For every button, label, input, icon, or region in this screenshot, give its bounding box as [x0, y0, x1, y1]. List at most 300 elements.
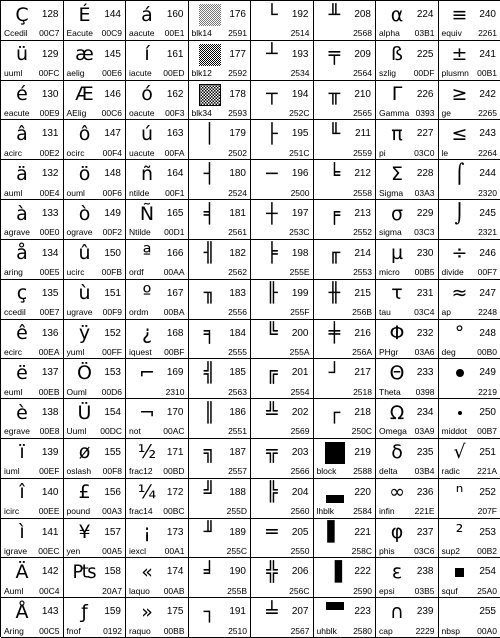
char-unicode-hex: 2551	[228, 427, 247, 436]
char-glyph: ò	[68, 201, 102, 227]
char-entity-name: radic	[442, 467, 460, 476]
char-code: 204	[292, 488, 309, 498]
char-cell-230	[376, 240, 439, 280]
char-entity-name: deg	[442, 348, 456, 357]
char-cell-200	[251, 320, 314, 360]
char-entity-name: oslash	[67, 467, 92, 476]
char-unicode-hex: 250C	[352, 427, 372, 436]
char-code: 241	[479, 50, 496, 60]
char-code: 132	[42, 169, 59, 179]
char-unicode-hex: 2561	[228, 228, 247, 237]
char-glyph: Ç	[5, 2, 39, 28]
char-entity-name: uuml	[4, 69, 22, 78]
char-cell-250	[439, 399, 500, 439]
char-cell-216	[314, 320, 377, 360]
char-unicode-hex: 2557	[228, 467, 247, 476]
char-cell-155	[64, 439, 127, 479]
char-cell-134	[1, 240, 64, 280]
char-cell-187	[189, 439, 252, 479]
char-unicode-hex: 2558	[353, 189, 372, 198]
char-glyph	[193, 42, 227, 68]
char-unicode-hex: 00E9	[40, 109, 60, 118]
char-entity-name: uacute	[129, 149, 155, 158]
char-code: 254	[479, 567, 496, 577]
char-cell-228	[376, 160, 439, 200]
char-cell-196	[251, 160, 314, 200]
char-cell-168	[126, 320, 189, 360]
char-cell-212	[314, 160, 377, 200]
char-glyph: ╦	[255, 440, 289, 466]
char-cell-222	[314, 558, 377, 598]
char-unicode-hex: 00E1	[165, 29, 185, 38]
char-cell-133	[1, 200, 64, 240]
char-unicode-hex: 2261	[478, 29, 497, 38]
char-glyph: ╝	[193, 480, 227, 506]
char-entity-name: AElig	[67, 109, 87, 118]
char-unicode-hex: 00FB	[102, 268, 122, 277]
char-code: 203	[292, 448, 309, 458]
char-cell-197	[251, 200, 314, 240]
shade-block-icon	[199, 4, 221, 26]
char-code: 218	[354, 408, 371, 418]
char-code: 157	[104, 528, 121, 538]
char-entity-name: eacute	[4, 109, 30, 118]
char-unicode-hex: 00EC	[38, 547, 59, 556]
char-entity-name: blk34	[192, 109, 212, 118]
char-glyph	[318, 480, 352, 506]
char-glyph: ƒ	[68, 599, 102, 625]
char-unicode-hex: 2588	[353, 467, 372, 476]
char-glyph: ╘	[318, 161, 352, 187]
char-code: 208	[354, 10, 371, 20]
char-unicode-hex: 20A7	[102, 587, 122, 596]
char-glyph: ╩	[255, 400, 289, 426]
char-glyph: Σ	[380, 161, 414, 187]
char-unicode-hex: 2321	[478, 228, 497, 237]
char-unicode-hex: 00FF	[102, 348, 122, 357]
char-glyph: ç	[5, 281, 39, 307]
char-unicode-hex: 03A6	[415, 348, 435, 357]
char-entity-name: ecirc	[4, 348, 22, 357]
char-unicode-hex: 255D	[227, 507, 247, 516]
char-entity-name: Auml	[4, 587, 23, 596]
char-entity-name: icirc	[4, 507, 19, 516]
char-unicode-hex: 00F1	[165, 189, 184, 198]
char-code: 235	[417, 448, 434, 458]
char-code: 176	[229, 10, 246, 20]
char-glyph: ∞	[380, 480, 414, 506]
char-unicode-hex: 00E8	[40, 427, 60, 436]
char-entity-name: iquest	[129, 348, 152, 357]
char-code: 253	[479, 528, 496, 538]
char-unicode-hex: 00F8	[103, 467, 122, 476]
char-unicode-hex: 00A3	[102, 507, 122, 516]
char-glyph: ╧	[255, 599, 289, 625]
char-code: 160	[167, 10, 184, 20]
char-cell-130	[1, 81, 64, 121]
char-unicode-hex: 03B5	[415, 587, 435, 596]
char-unicode-hex: 00B2	[477, 547, 497, 556]
char-code: 149	[104, 209, 121, 219]
char-glyph: ╬	[255, 559, 289, 585]
char-cell-147	[64, 120, 127, 160]
char-code: 139	[42, 448, 59, 458]
char-code: 150	[104, 249, 121, 259]
char-glyph: ¼	[130, 480, 164, 506]
char-cell-173	[126, 519, 189, 559]
char-glyph: °	[443, 321, 477, 347]
char-glyph	[193, 82, 227, 108]
char-code: 187	[229, 448, 246, 458]
char-glyph: ù	[68, 281, 102, 307]
char-glyph: ╢	[193, 241, 227, 267]
char-code: 142	[42, 567, 59, 577]
char-code: 130	[42, 90, 59, 100]
char-unicode-hex: 256C	[289, 587, 309, 596]
char-code: 181	[229, 209, 246, 219]
black-square-icon	[455, 568, 464, 577]
char-entity-name: Theta	[379, 388, 401, 397]
char-glyph: ╪	[318, 321, 352, 347]
char-code: 247	[479, 289, 496, 299]
char-unicode-hex: 00C6	[102, 109, 122, 118]
char-cell-213	[314, 200, 377, 240]
char-unicode-hex: 00E5	[40, 268, 60, 277]
char-cell-158	[64, 558, 127, 598]
char-cell-162	[126, 81, 189, 121]
char-entity-name: ouml	[67, 189, 85, 198]
char-unicode-hex: 2556	[228, 308, 247, 317]
char-code: 134	[42, 249, 59, 259]
char-glyph: í	[130, 42, 164, 68]
char-unicode-hex: 2553	[353, 268, 372, 277]
char-code: 197	[292, 209, 309, 219]
char-entity-name: aelig	[67, 69, 85, 78]
char-glyph: ╒	[318, 201, 352, 227]
char-code: 161	[167, 50, 184, 60]
char-cell-229	[376, 200, 439, 240]
char-entity-name: fnof	[67, 627, 81, 636]
char-code: 230	[417, 249, 434, 259]
char-entity-name: yuml	[67, 348, 85, 357]
char-code: 190	[229, 567, 246, 577]
char-entity-name: igrave	[4, 547, 27, 556]
char-unicode-hex: 03C6	[414, 547, 434, 556]
char-cell-175	[126, 598, 189, 638]
char-unicode-hex: 252C	[289, 109, 309, 118]
char-entity-name: frac14	[129, 507, 153, 516]
char-cell-189	[189, 519, 252, 559]
char-glyph: π	[380, 121, 414, 147]
char-glyph: ±	[443, 42, 477, 68]
char-cell-191	[189, 598, 252, 638]
char-code: 222	[354, 567, 371, 577]
char-cell-182	[189, 240, 252, 280]
char-cell-128	[1, 1, 64, 41]
char-code: 228	[417, 169, 434, 179]
char-code: 242	[479, 90, 496, 100]
char-unicode-hex: 00EA	[39, 348, 60, 357]
char-cell-209	[314, 41, 377, 81]
char-unicode-hex: 2514	[291, 29, 310, 38]
char-entity-name: ordf	[129, 268, 144, 277]
char-entity-name: acirc	[4, 149, 22, 158]
char-glyph: ≤	[443, 121, 477, 147]
char-entity-name: ge	[442, 109, 451, 118]
char-unicode-hex: 2500	[291, 189, 310, 198]
char-glyph: │	[193, 121, 227, 147]
char-code: 239	[417, 607, 434, 617]
char-cell-129	[1, 41, 64, 81]
char-cell-204	[251, 479, 314, 519]
char-entity-name: iuml	[4, 467, 20, 476]
char-cell-231	[376, 280, 439, 320]
char-unicode-hex: 253C	[289, 228, 309, 237]
char-glyph: á	[130, 2, 164, 28]
char-cell-142	[1, 558, 64, 598]
char-code: 193	[292, 50, 309, 60]
bullet-dot-icon	[456, 369, 464, 377]
char-code: 255	[479, 607, 496, 617]
char-code: 180	[229, 169, 246, 179]
char-unicode-hex: 2564	[353, 69, 372, 78]
char-unicode-hex: 2580	[353, 627, 372, 636]
char-entity-name: szlig	[379, 69, 396, 78]
char-code: 162	[167, 90, 184, 100]
char-unicode-hex: 00F7	[478, 268, 497, 277]
char-cell-178	[189, 81, 252, 121]
char-cell-150	[64, 240, 127, 280]
char-unicode-hex: 2550	[291, 547, 310, 556]
char-cell-176	[189, 1, 252, 41]
char-unicode-hex: 2264	[478, 149, 497, 158]
char-unicode-hex: 03C4	[414, 308, 434, 317]
char-glyph: £	[68, 480, 102, 506]
char-entity-name: sigma	[379, 228, 402, 237]
char-code: 169	[167, 368, 184, 378]
char-cell-166	[126, 240, 189, 280]
char-code: 154	[104, 408, 121, 418]
char-unicode-hex: 2510	[228, 627, 247, 636]
char-unicode-hex: 00BC	[163, 507, 184, 516]
char-glyph: ü	[5, 42, 39, 68]
char-glyph: ─	[255, 161, 289, 187]
char-unicode-hex: 00EF	[39, 467, 59, 476]
char-unicode-hex: 2566	[291, 467, 310, 476]
char-entity-name: Sigma	[379, 189, 403, 198]
char-unicode-hex: 00A0	[477, 627, 497, 636]
char-cell-207	[251, 598, 314, 638]
char-code: 137	[42, 368, 59, 378]
char-glyph: ₧	[68, 559, 102, 585]
char-code: 189	[229, 528, 246, 538]
char-cell-172	[126, 479, 189, 519]
char-glyph: Ω	[380, 400, 414, 426]
char-cell-246	[439, 240, 500, 280]
char-unicode-hex: 00F2	[103, 228, 122, 237]
char-glyph: è	[5, 400, 39, 426]
char-code: 215	[354, 289, 371, 299]
char-code: 232	[417, 329, 434, 339]
char-cell-143	[1, 598, 64, 638]
char-entity-name: divide	[442, 268, 464, 277]
char-entity-name: Eacute	[67, 29, 93, 38]
char-cell-180	[189, 160, 252, 200]
char-glyph: å	[5, 241, 39, 267]
char-entity-name: tau	[379, 308, 391, 317]
char-glyph: ╛	[193, 559, 227, 585]
char-glyph: ε	[380, 559, 414, 585]
char-cell-177	[189, 41, 252, 81]
char-cell-232	[376, 320, 439, 360]
char-entity-name: aring	[4, 268, 23, 277]
char-code: 220	[354, 488, 371, 498]
char-code: 184	[229, 329, 246, 339]
char-unicode-hex: 00A1	[165, 547, 185, 556]
char-unicode-hex: 00C5	[39, 627, 59, 636]
char-cell-156	[64, 479, 127, 519]
char-cell-214	[314, 240, 377, 280]
char-cell-215	[314, 280, 377, 320]
char-glyph: ╔	[255, 360, 289, 386]
char-unicode-hex: 2320	[478, 189, 497, 198]
char-glyph: ╗	[193, 440, 227, 466]
char-cell-138	[1, 399, 64, 439]
char-unicode-hex: 251C	[289, 149, 309, 158]
char-code: 196	[292, 169, 309, 179]
char-glyph: ╤	[318, 42, 352, 68]
shade-block-icon	[199, 84, 221, 106]
char-cell-240	[439, 1, 500, 41]
char-cell-181	[189, 200, 252, 240]
char-unicode-hex: 00ED	[163, 69, 184, 78]
char-unicode-hex: 2559	[353, 149, 372, 158]
char-cell-219	[314, 439, 377, 479]
char-unicode-hex: 00C7	[39, 29, 59, 38]
char-code: 147	[104, 129, 121, 139]
char-cell-217	[314, 359, 377, 399]
char-code: 240	[479, 10, 496, 20]
char-entity-name: blk12	[192, 69, 212, 78]
char-code: 151	[104, 289, 121, 299]
char-glyph: µ	[380, 241, 414, 267]
char-glyph: æ	[68, 42, 102, 68]
char-unicode-hex: 00BF	[164, 348, 184, 357]
char-glyph	[443, 599, 477, 625]
char-glyph: ⌡	[443, 201, 477, 227]
char-code: 198	[292, 249, 309, 259]
char-cell-223	[314, 598, 377, 638]
char-code: 167	[167, 289, 184, 299]
char-glyph: É	[68, 2, 102, 28]
char-code: 133	[42, 209, 59, 219]
char-code: 168	[167, 329, 184, 339]
char-code: 213	[354, 209, 371, 219]
char-cell-199	[251, 280, 314, 320]
char-entity-name: ntilde	[129, 189, 149, 198]
char-entity-name: Omega	[379, 427, 407, 436]
char-entity-name: iacute	[129, 69, 152, 78]
char-glyph: √	[443, 440, 477, 466]
char-code: 216	[354, 329, 371, 339]
char-unicode-hex: 03A9	[415, 427, 435, 436]
char-unicode-hex: 2567	[291, 627, 310, 636]
char-code: 223	[354, 607, 371, 617]
middle-dot-icon	[458, 411, 462, 415]
char-glyph: ¡	[130, 520, 164, 546]
char-unicode-hex: 00B1	[477, 69, 497, 78]
char-unicode-hex: 2591	[228, 29, 247, 38]
char-cell-203	[251, 439, 314, 479]
char-code: 131	[42, 129, 59, 139]
char-entity-name: nbsp	[442, 627, 460, 636]
char-unicode-hex: 00E2	[40, 149, 60, 158]
char-entity-name: sup2	[442, 547, 460, 556]
char-code: 159	[104, 607, 121, 617]
char-cell-188	[189, 479, 252, 519]
char-glyph	[443, 559, 477, 585]
char-glyph: ≡	[443, 2, 477, 28]
char-glyph: ╟	[255, 281, 289, 307]
char-glyph: «	[130, 559, 164, 585]
char-glyph: ┬	[255, 82, 289, 108]
char-glyph: ¿	[130, 321, 164, 347]
char-code: 207	[292, 607, 309, 617]
char-glyph: Θ	[380, 360, 414, 386]
char-glyph: ┐	[193, 599, 227, 625]
char-cell-218	[314, 399, 377, 439]
char-cell-241	[439, 41, 500, 81]
char-entity-name: euml	[4, 388, 22, 397]
char-code: 236	[417, 488, 434, 498]
char-unicode-hex: 2534	[291, 69, 310, 78]
char-cell-255	[439, 598, 500, 638]
char-cell-220	[314, 479, 377, 519]
char-entity-name: block	[317, 467, 337, 476]
char-code: 211	[355, 129, 371, 139]
char-unicode-hex: 00D1	[164, 228, 184, 237]
char-unicode-hex: 00AC	[163, 427, 184, 436]
char-glyph: î	[5, 480, 39, 506]
char-cell-237	[376, 519, 439, 559]
char-cell-186	[189, 399, 252, 439]
char-cell-235	[376, 439, 439, 479]
char-glyph: Ñ	[130, 201, 164, 227]
char-unicode-hex: 00BB	[164, 627, 185, 636]
char-entity-name: micro	[379, 268, 400, 277]
char-code: 200	[292, 329, 309, 339]
char-glyph: ╫	[318, 281, 352, 307]
char-code: 182	[229, 249, 246, 259]
char-entity-name: ap	[442, 308, 451, 317]
char-cell-148	[64, 160, 127, 200]
char-entity-name: ordm	[129, 308, 148, 317]
char-code: 245	[479, 209, 496, 219]
char-cell-139	[1, 439, 64, 479]
char-unicode-hex: 2568	[353, 29, 372, 38]
char-cell-160	[126, 1, 189, 41]
char-code: 237	[417, 528, 434, 538]
char-unicode-hex: 00EB	[39, 388, 60, 397]
char-code: 155	[104, 448, 121, 458]
char-unicode-hex: 2552	[353, 228, 372, 237]
char-cell-170	[126, 399, 189, 439]
char-glyph: ╣	[193, 360, 227, 386]
char-glyph: φ	[380, 520, 414, 546]
char-code: 250	[479, 408, 496, 418]
char-code: 173	[167, 528, 184, 538]
char-unicode-hex: 2565	[353, 109, 372, 118]
